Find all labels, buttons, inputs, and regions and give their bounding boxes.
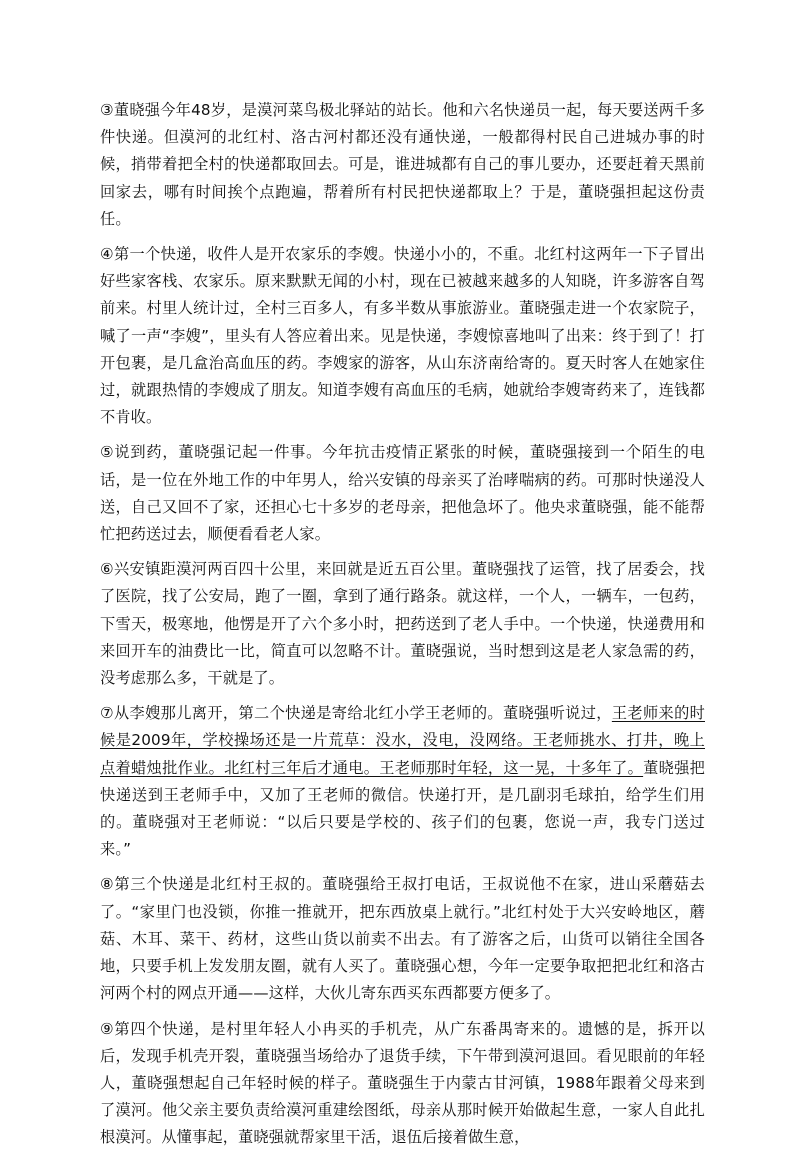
paragraph-4 — [100, 241, 705, 431]
paragraph-3-text: ③董晓强今年48岁，是漠河菜鸟极北驿站的站长。他和六名快递员一起，每天要送两千多件快递。但漠河的北红村、洛古河村都还没有通快递，一般都得村民自己进城办事的时候，捎带着把全村的快递都取回去。可是，谁进城都有自己的事儿要办，还要赶着天黑前回家去，哪有时间挨个点跑遍，帮着所有村民把快递都取上？于是，董晓强担起这份责任。 — [100, 101, 705, 228]
paragraph-6 — [100, 556, 705, 692]
paragraph-5 — [100, 439, 705, 548]
paragraph-5-text: ⑤说到药，董晓强记起一件事。今年抗击疫情正紧张的时候，董晓强接到一个陌生的电话，是一位在外地工作的中年男人，给兴安镇的母亲买了治哮喘病的药。可那时快递没人送，自己又回不了家，还担心七十多岁的老母亲，把他急坏了。他央求董晓强，能不能帮忙把药送过去，顺便看看老人家。 — [100, 443, 705, 544]
document-page — [100, 97, 705, 1160]
paragraph-9 — [100, 1016, 705, 1152]
paragraph-7-underlined: 王老师来的时候是2009年，学校操场还是一片荒草：没水，没电，没网络。王老师挑水、打井，晚上点着蜡烛批作业。北红村三年后才通电。王老师那时年轻，这一晃，十多年了。 — [100, 704, 705, 777]
paragraph-7-post: 董晓强把快递送到王老师手中，又加了王老师的微信。快递打开，是几副羽毛球拍，给学生们用的。董晓强对王老师说：“以后只要是学校的、孩子们的包裹，您说一声，我专门送过来。” — [100, 758, 705, 859]
paragraph-8-text: ⑧第三个快递是北红村王叔的。董晓强给王叔打电话，王叔说他不在家，进山采蘑菇去了。“家里门也没锁，你推一推就开，把东西放桌上就行。”北红村处于大兴安岭地区，蘑菇、木耳、菜干、药材，这些山货以前卖不出去。有了游客之后，山货可以销往全国各地，只要手机上发发朋友圈，就有人买了。董晓强心想，今年一定要争取把把北红和洛古河两个村的网点开通——这样，大伙儿寄东西买东西都要方便多了。 — [100, 875, 705, 1003]
paragraph-8 — [100, 871, 705, 1007]
paragraph-9-text: ⑨第四个快递，是村里年轻人小冉买的手机壳，从广东番禺寄来的。遗憾的是，拆开以后，发现手机壳开裂，董晓强当场给办了退货手续，下午带到漠河退回。看见眼前的年轻人，董晓强想起自己年轻时候的样子。董晓强生于内蒙古甘河镇，1988年跟着父母来到了漠河。他父亲主要负责给漠河重建绘图纸，母亲从那时候开始做起生意，一家人自此扎根漠河。从懂事起，董晓强就帮家里干活，退伍后接着做生意， — [100, 1019, 705, 1147]
paragraph-7 — [100, 700, 705, 863]
paragraph-6-text: ⑥兴安镇距漠河两百四十公里，来回就是近五百公里。董晓强找了运管，找了居委会，找了医院，找了公安局，跑了一圈，拿到了通行路条。就这样，一个人，一辆车，一包药，下雪天，极寒地，他愣是开了六个多小时，把药送到了老人手中。一个快递，快递费用和来回开车的油费比一比，简直可以忽略不计。董晓强说，当时想到这是老人家急需的药，没考虑那么多，干就是了。 — [100, 560, 705, 688]
paragraph-7-pre: ⑦从李嫂那儿离开，第二个快递是寄给北红小学王老师的。董晓强听说过， — [100, 704, 612, 723]
paragraph-4-text: ④第一个快递，收件人是开农家乐的李嫂。快递小小的，不重。北红村这两年一下子冒出好些家客栈、农家乐。原来默默无闻的小村，现在已被越来越多的人知晓，许多游客自驾前来。村里人统计过，全村三百多人，有多半数从事旅游业。董晓强走进一个农家院子，喊了一声“李嫂”，里头有人答应着出来。见是快递，李嫂惊喜地叫了出来：终于到了！打开包裹，是几盒治高血压的药。李嫂家的游客，从山东济南给寄的。夏天时客人在她家住过，就跟热情的李嫂成了朋友。知道李嫂有高血压的毛病，她就给李嫂寄药来了，连钱都不肯收。 — [100, 245, 705, 427]
paragraph-3 — [100, 97, 705, 233]
